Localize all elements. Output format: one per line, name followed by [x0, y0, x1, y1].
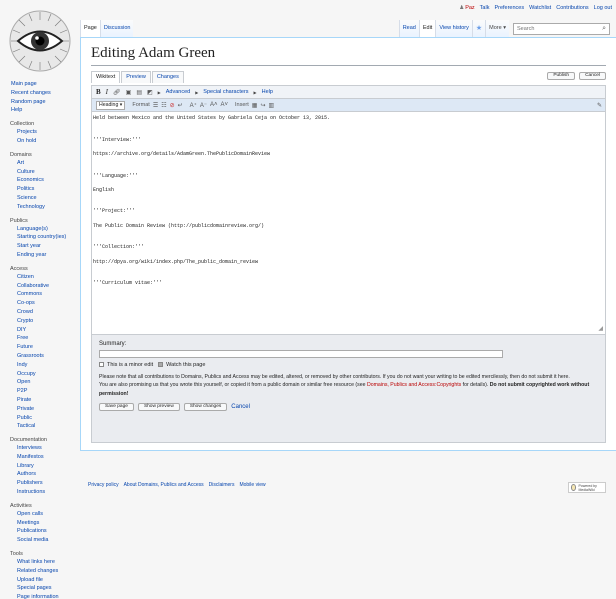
cancel-link[interactable]: Cancel — [231, 404, 250, 411]
sidebar-item-culture[interactable]: Culture — [17, 168, 35, 175]
sidebar-item-citizen[interactable]: Citizen — [17, 273, 34, 280]
about-link[interactable]: About Domains, Publics and Access — [123, 482, 204, 488]
bold-button[interactable]: B — [96, 88, 101, 96]
license-notice: Please note that all contributions to Domains, Publics and Access may be edited, altered, or removed by other contributors. If you do not want your writing to be edited mercilessly, then do not submit it here. — [99, 374, 570, 380]
advanced-toggle[interactable]: Advanced — [165, 89, 191, 95]
sidebar-item-publications[interactable]: Publications — [17, 528, 47, 535]
tab-discussion[interactable]: Discussion — [100, 20, 134, 37]
sidebar-item-on-hold[interactable]: On hold — [17, 137, 37, 144]
edit-checkboxes — [99, 362, 598, 368]
table-icon[interactable]: ▥ — [268, 102, 275, 109]
text-line — [93, 194, 604, 201]
user-link[interactable] — [459, 5, 474, 11]
link-icon[interactable]: 🔗︎ — [113, 89, 121, 96]
superscript-icon[interactable]: A˄ — [210, 102, 218, 108]
subscript-icon[interactable]: A˅ — [220, 102, 229, 108]
sidebar-tools — [0, 551, 78, 599]
chevron-down-icon: ▾ — [503, 25, 506, 31]
user-name[interactable]: Paz — [465, 5, 475, 11]
minor-edit-option[interactable] — [99, 362, 153, 368]
text-line: '''Collection:''' — [93, 244, 145, 251]
numbered-list-icon[interactable]: ☷ — [161, 102, 167, 109]
tab-view-history[interactable]: View history — [435, 20, 472, 37]
advanced-arrow-icon: ▶ — [157, 89, 161, 95]
sidebar-item-ending-year[interactable]: Ending year — [17, 251, 47, 258]
sidebar-heading-publics: Publics — [10, 217, 28, 224]
sidebar-heading-access: Access — [10, 265, 28, 272]
text-line — [93, 216, 604, 223]
sidebar-item-publishers[interactable]: Publishers — [17, 480, 43, 487]
heading-divider — [91, 65, 606, 66]
text-line — [93, 129, 604, 136]
tab-preview[interactable]: Preview — [121, 71, 151, 83]
text-line — [93, 252, 604, 259]
bulleted-list-icon[interactable]: ☰ — [152, 102, 159, 109]
save-page-button[interactable]: Save page — [99, 403, 134, 411]
sidebar-heading-domains: Domains — [10, 151, 32, 158]
sidebar-heading-tools: Tools — [10, 551, 23, 558]
content-area — [80, 37, 616, 451]
sidebar-item-public[interactable]: Public — [17, 414, 32, 421]
sidebar-collection — [0, 121, 78, 146]
sidebar-item-tactical[interactable]: Tactical — [17, 423, 36, 430]
sidebar-item-library[interactable]: Library — [17, 462, 34, 469]
contributions-link[interactable]: Contributions — [556, 5, 589, 11]
copyright-notice — [99, 381, 598, 398]
text-line — [93, 180, 604, 187]
sidebar-item-open[interactable]: Open — [17, 379, 31, 386]
sidebar-item-recent-changes[interactable]: Recent changes — [11, 89, 51, 96]
special-icon[interactable]: ◩ — [146, 89, 153, 96]
namespace-tabs — [80, 20, 133, 37]
special-characters-toggle[interactable]: Special characters — [203, 89, 249, 95]
show-preview-button[interactable]: Show preview — [138, 403, 180, 411]
watch-star-button[interactable] — [472, 20, 485, 37]
text-line — [93, 158, 604, 165]
sidebar-item-crowd[interactable]: Crowd — [17, 308, 33, 315]
text-line: '''Language:''' — [93, 172, 139, 179]
powered-by-badge[interactable] — [568, 482, 606, 493]
sidebar-documentation — [0, 437, 78, 497]
search-icon[interactable]: ⌕ — [602, 25, 606, 32]
tab-edit[interactable]: Edit — [419, 20, 435, 37]
sidebar-item-economics[interactable]: Economics — [17, 177, 44, 184]
sidebar-item-related-changes[interactable]: Related changes — [17, 567, 59, 574]
sidebar — [0, 80, 78, 599]
nowiki-icon[interactable]: ⊘ — [169, 102, 175, 109]
copyright-warning: Do not submit copyrighted work without permission! — [99, 382, 590, 397]
page-title: Editing Adam Green — [91, 45, 216, 61]
sidebar-item-free[interactable]: Free — [17, 335, 29, 342]
sidebar-item-diy[interactable]: DIY — [17, 326, 27, 333]
sidebar-item-indy[interactable]: Indy — [17, 361, 28, 368]
newline-icon[interactable]: ↵ — [177, 102, 183, 109]
wikitext-editor[interactable] — [91, 112, 606, 335]
text-line: http://dpya.org/wiki/index.php/The_public_domain_review — [93, 258, 259, 265]
sidebar-item-pirate[interactable]: Pirate — [17, 396, 32, 403]
heading-label: Heading — [99, 101, 119, 108]
summary-label: Summary: — [99, 341, 127, 347]
star-icon: ★ — [475, 25, 483, 32]
insert-label: Insert — [235, 102, 249, 108]
more-menu[interactable] — [485, 20, 509, 37]
text-line — [93, 122, 604, 129]
watch-label: Watch this page — [166, 362, 206, 368]
talk-link[interactable]: Talk — [479, 5, 490, 11]
sidebar-item-science[interactable]: Science — [17, 194, 37, 201]
tab-wikitext[interactable]: Wikitext — [91, 71, 120, 83]
cancel-button[interactable]: Cancel — [579, 72, 606, 80]
sidebar-item-private[interactable]: Private — [17, 405, 35, 412]
sidebar-item-commons[interactable]: Commons — [17, 291, 43, 298]
italic-button[interactable]: I — [105, 88, 109, 96]
personal-tools — [459, 5, 612, 11]
minor-edit-label: This is a minor edit — [107, 362, 154, 368]
summary-input[interactable] — [99, 350, 503, 358]
site-logo[interactable] — [9, 10, 71, 72]
editor-toolbar-advanced — [91, 98, 606, 112]
edit-options — [91, 335, 606, 443]
text-line — [93, 237, 604, 244]
text-line — [93, 144, 604, 151]
copyrights-link[interactable]: Domains, Publics and Access:Copyrights — [366, 382, 462, 389]
text-line — [93, 201, 604, 208]
text-line: https://archive.org/details/AdamGreen.ThePublicDomainReview — [93, 150, 271, 157]
sidebar-access — [0, 266, 78, 431]
resize-grip-icon[interactable]: ◢ — [598, 324, 603, 332]
sidebar-item-politics[interactable]: Politics — [17, 186, 35, 193]
disclaimers-link[interactable]: Disclaimers — [208, 482, 235, 488]
sidebar-item-occupy[interactable]: Occupy — [17, 370, 36, 377]
sidebar-item-crypto[interactable]: Crypto — [17, 317, 34, 324]
logout-link[interactable]: Log out — [593, 5, 612, 11]
sidebar-publics — [0, 218, 78, 260]
help-arrow-icon: ▶ — [253, 89, 257, 95]
minor-edit-checkbox[interactable] — [99, 362, 104, 367]
copyright-text: You are also promising us that you wrote this yourself, or copied it from a public domain or similar free resource (see — [99, 382, 367, 389]
tab-changes[interactable]: Changes — [152, 71, 184, 83]
sidebar-item-help[interactable]: Help — [11, 107, 23, 114]
sidebar-item-projects[interactable]: Projects — [17, 129, 37, 136]
sidebar-item-co-ops[interactable]: Co-ops — [17, 300, 35, 307]
mobile-view-link[interactable]: Mobile view — [239, 482, 266, 488]
text-line — [93, 266, 604, 273]
sidebar-item-open-calls[interactable]: Open calls — [17, 510, 43, 517]
view-tabs — [399, 20, 610, 37]
sidebar-item-page-information[interactable]: Page information — [17, 594, 59, 599]
format-label: Format — [132, 102, 150, 108]
heading-dropdown[interactable] — [96, 101, 125, 110]
sidebar-item-starting-countries[interactable]: Starting country(ies) — [17, 234, 67, 241]
sidebar-item-technology[interactable]: Technology — [17, 203, 45, 210]
sidebar-item-collaborative[interactable]: Collaborative — [17, 282, 50, 289]
text-line: The Public Domain Review (http://publicdomainreview.org/) — [93, 222, 265, 229]
top-actions — [547, 72, 606, 80]
mediawiki-icon — [571, 484, 576, 491]
preferences-link[interactable]: Preferences — [494, 5, 525, 11]
privacy-policy-link[interactable]: Privacy policy — [88, 482, 119, 488]
sidebar-item-main-page[interactable]: Main page — [11, 81, 37, 87]
sidebar-item-p2p[interactable]: P2P — [17, 388, 28, 395]
eye-logo-icon — [9, 10, 71, 72]
watchlist-link[interactable]: Watchlist — [529, 5, 552, 11]
tab-read[interactable]: Read — [399, 20, 419, 37]
text-line — [93, 165, 604, 172]
tab-page[interactable]: Page — [80, 20, 100, 37]
chevron-down-icon: ▾ — [119, 101, 123, 108]
show-changes-button[interactable]: Show changes — [184, 403, 227, 411]
watch-option[interactable] — [158, 362, 205, 368]
special-arrow-icon: ▶ — [195, 89, 199, 95]
text-line: Held between Mexico and the United States by Gabriela Ceja on October 13, 2015. — [93, 115, 331, 121]
sidebar-item-random-page[interactable]: Random page — [11, 98, 46, 105]
powered-by-label: Powered by MediaWiki — [578, 483, 597, 492]
sidebar-item-manifestos[interactable]: Manifestos — [17, 453, 44, 460]
sidebar-item-start-year[interactable]: Start year — [17, 243, 41, 250]
copyright-text-2: for details). — [461, 382, 490, 389]
more-label: More — [489, 25, 502, 31]
sidebar-item-meetings[interactable]: Meetings — [17, 519, 40, 526]
sidebar-item-social-media[interactable]: Social media — [17, 537, 49, 544]
redirect-icon[interactable]: ↪ — [260, 102, 266, 109]
small-text-icon[interactable]: A⁻ — [199, 102, 207, 109]
watch-checkbox[interactable] — [158, 362, 163, 367]
sidebar-item-instructions[interactable]: Instructions — [17, 489, 46, 496]
user-icon: ♟ — [459, 5, 465, 11]
editor-tabs — [91, 71, 185, 83]
sidebar-heading-activities: Activities — [10, 502, 32, 509]
editor-toolbar-main — [91, 85, 606, 98]
sidebar-item-interviews[interactable]: Interviews — [17, 445, 42, 452]
sidebar-activities — [0, 503, 78, 545]
search-input[interactable] — [517, 26, 602, 32]
publish-button[interactable]: Publish — [547, 72, 575, 80]
footer-links — [88, 482, 266, 488]
text-line: '''Interview:''' — [93, 136, 142, 143]
text-line: '''Project:''' — [93, 208, 136, 215]
sidebar-item-upload-file[interactable]: Upload file — [17, 576, 43, 583]
sidebar-item-languages[interactable]: Language(s) — [17, 225, 48, 232]
text-line: '''Curriculum vitae:''' — [93, 280, 163, 287]
sidebar-navigation — [0, 80, 78, 115]
sidebar-domains — [0, 152, 78, 212]
sidebar-item-authors[interactable]: Authors — [17, 471, 36, 478]
sidebar-item-art[interactable]: Art — [17, 159, 25, 166]
text-line — [93, 230, 604, 237]
embed-file-icon[interactable]: ▣ — [125, 89, 132, 96]
sidebar-item-what-links-here[interactable]: What links here — [17, 559, 55, 566]
gallery-icon[interactable]: ▦ — [251, 102, 258, 109]
text-line — [93, 273, 604, 280]
reference-icon[interactable]: ▤ — [136, 89, 142, 96]
sidebar-item-grassroots[interactable]: Grassroots — [17, 352, 44, 359]
search-replace-icon[interactable]: ✎ — [596, 102, 602, 109]
help-toggle[interactable]: Help — [261, 89, 273, 95]
search-box — [513, 23, 610, 35]
big-text-icon[interactable]: A⁺ — [189, 102, 197, 109]
sidebar-heading-collection: Collection — [10, 121, 35, 128]
text-line: English — [93, 186, 115, 193]
save-actions — [99, 403, 598, 411]
sidebar-item-future[interactable]: Future — [17, 344, 33, 351]
sidebar-heading-documentation: Documentation — [10, 437, 47, 444]
sidebar-item-special-pages[interactable]: Special pages — [17, 585, 52, 592]
